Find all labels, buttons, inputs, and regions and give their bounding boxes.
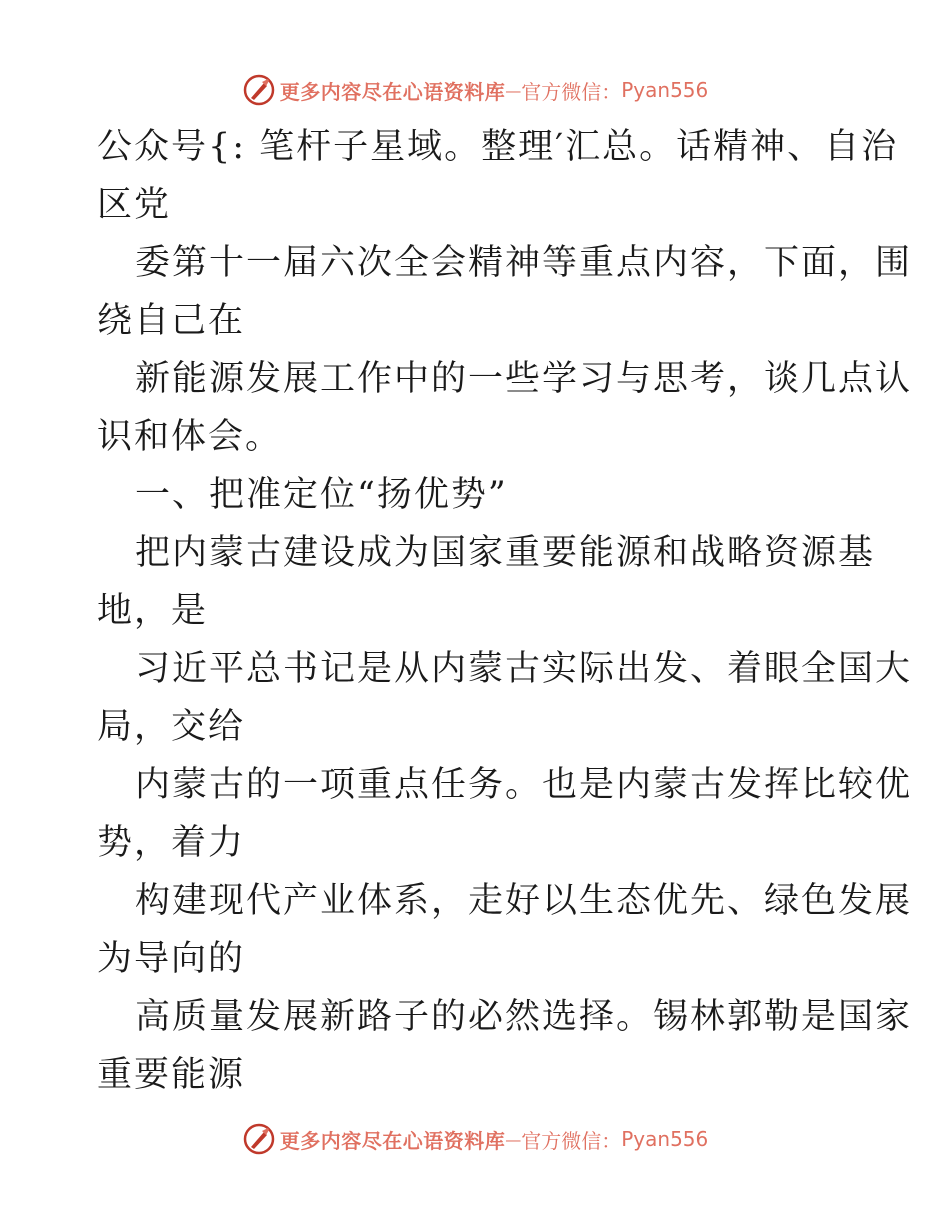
watermark-dash: — <box>505 1129 522 1149</box>
text-line: 重要能源 <box>97 1055 246 1095</box>
text-line: 习近平总书记是从内蒙古实际出发、着眼全国大 <box>135 649 913 689</box>
watermark-official-label: 官方微信： <box>521 1128 622 1153</box>
watermark-main-text: 更多内容尽在心语资料库 <box>279 79 506 104</box>
watermark-main-text: 更多内容尽在心语资料库 <box>279 1128 506 1153</box>
pen-logo-icon <box>242 1122 276 1156</box>
header-watermark <box>0 70 950 110</box>
document-body <box>97 118 913 1104</box>
text-line: 为导向的 <box>97 939 246 979</box>
watermark-official-label: 官方微信： <box>521 79 622 104</box>
text-line: 局，交给 <box>97 707 246 747</box>
text-line: 识和体会。 <box>97 417 283 457</box>
text-line: 高质量发展新路子的必然选择。锡林郭勒是国家 <box>135 997 913 1037</box>
text-line: 一、把准定位“扬优势” <box>135 475 508 515</box>
text-line: 委第十一届六次全会精神等重点内容，下面，围 <box>135 243 913 283</box>
footer-watermark <box>0 1119 950 1159</box>
watermark-wechat-id: Pyan556 <box>621 1127 709 1151</box>
pen-logo-icon <box>242 73 276 107</box>
text-line: 区党 <box>97 185 172 225</box>
text-line: 绕自己在 <box>97 301 246 341</box>
text-line: 新能源发展工作中的一些学习与思考，谈几点认 <box>135 359 913 399</box>
text-line: 地，是 <box>97 591 209 631</box>
text-line: 把内蒙古建设成为国家重要能源和战略资源基 <box>135 533 876 573</box>
text-line: 公众号{: 笔杆子星域。整理′汇总。话精神、自治 <box>97 127 899 167</box>
text-line: 构建现代产业体系，走好以生态优先、绿色发展 <box>135 881 913 921</box>
text-line: 内蒙古的一项重点任务。也是内蒙古发挥比较优 <box>135 765 913 805</box>
watermark-dash: — <box>505 80 522 100</box>
watermark-wechat-id: Pyan556 <box>621 78 709 102</box>
text-line: 势，着力 <box>97 823 246 863</box>
